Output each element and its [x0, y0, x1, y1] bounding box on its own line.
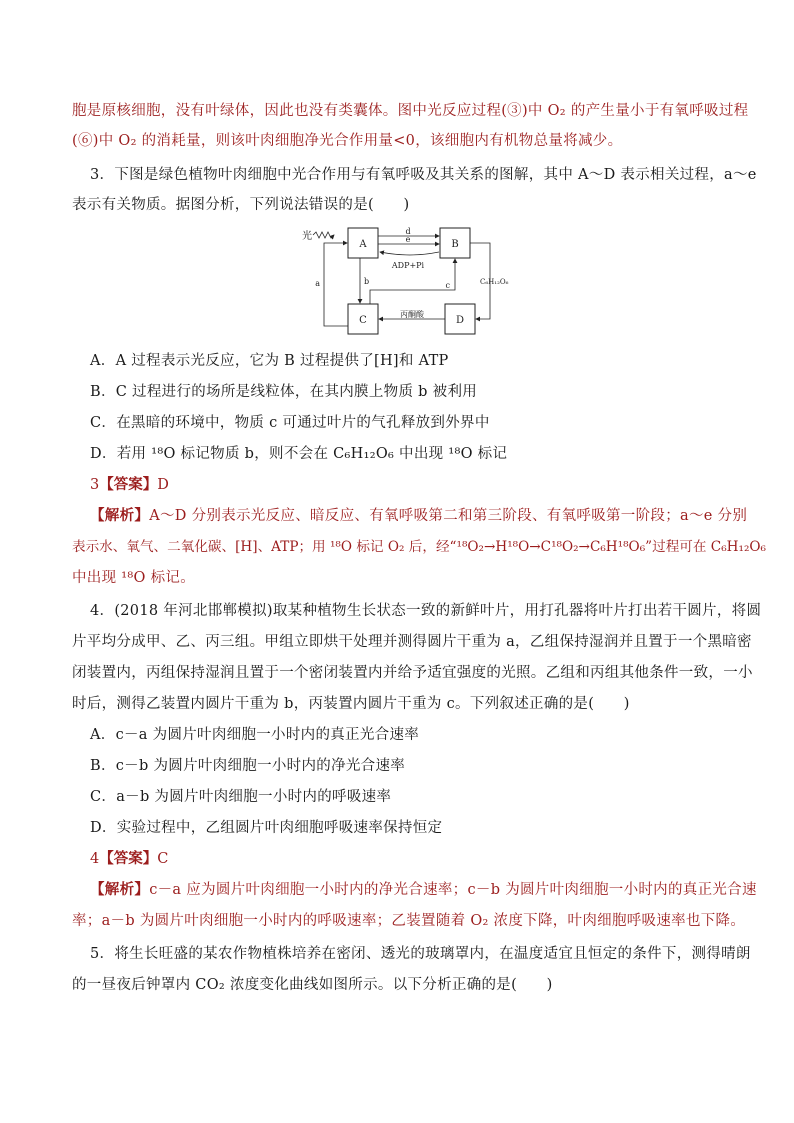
q3-stem-line-2: 表示有关物质。据图分析，下列说法错误的是( ) [72, 197, 410, 213]
q4-answer-tag: 【答案】 [99, 850, 158, 867]
q4-option-c: C．a－b 为圆片叶肉细胞一小时内的呼吸速率 [90, 789, 392, 805]
q4-analysis-line-2: 率；a－b 为圆片叶肉细胞一小时内的呼吸速率；乙装置随着 O₂ 浓度下降，叶肉细胞呼吸速率也下降。 [72, 913, 746, 929]
q3-option-c: C．在黑暗的环境中，物质 c 可通过叶片的气孔释放到外界中 [90, 415, 490, 431]
diagram-label-a: a [315, 279, 320, 288]
q4-answer [90, 848, 168, 870]
diagram-box-b-label: B [451, 239, 459, 250]
diagram-label-b: b [364, 277, 370, 286]
diagram-label-adp: ADP+Pi [391, 261, 425, 270]
diagram-arrow-adp [380, 252, 439, 255]
q4-answer-num: 4 [90, 851, 100, 867]
q5-stem-line-1: 5．将生长旺盛的某农作物植株培养在密闭、透光的玻璃罩内，在温度适宜且恒定的条件下，测得晴朗 [90, 946, 751, 962]
diagram-label-e: e [405, 235, 411, 244]
q4-option-d: D．实验过程中，乙组圆片叶肉细胞呼吸速率保持恒定 [90, 820, 443, 836]
q3-analysis-tag: 【解析】 [90, 507, 150, 524]
q3-analysis-text-1: A～D 分别表示光反应、暗反应、有氧呼吸第二和第三阶段、有氧呼吸第一阶段；a～e 分别 [149, 508, 748, 524]
q3-answer [90, 474, 169, 496]
q3-diagram [300, 226, 510, 338]
diagram-light-zigzag [313, 232, 334, 238]
q3-option-b: B．C 过程进行的场所是线粒体，在其内膜上物质 b 被利用 [90, 384, 478, 400]
diagram-arrow-a [324, 243, 348, 326]
q5-stem-line-2: 的一昼夜后钟罩内 CO₂ 浓度变化曲线如图所示。以下分析正确的是( ) [72, 977, 553, 993]
q4-stem-line-4: 时后，测得乙装置内圆片干重为 b，丙装置内圆片干重为 c。下列叙述正确的是( ) [72, 696, 630, 712]
q4-stem-line-2: 片平均分成甲、乙、丙三组。甲组立即烘干处理并测得圆片干重为 a，乙组保持湿润并且置于一个黑暗密 [72, 634, 752, 650]
diagram-label-pyruvate: 丙酮酸 [400, 310, 424, 319]
q3-analysis-line-2: 表示水、氧气、二氧化碳、[H]、ATP；用 ¹⁸O 标记 O₂ 后，经“¹⁸O₂→H¹⁸O→C¹⁸O₂→C₆H¹⁸O₆”过程可在 C₆H₁₂O₆ [72, 539, 766, 555]
q4-answer-value: C [157, 851, 169, 867]
diagram-box-a-label: A [359, 239, 367, 250]
q3-answer-value: D [157, 477, 169, 493]
q3-option-a: A．A 过程表示光反应，它为 B 过程提供了[H]和 ATP [90, 353, 449, 369]
q3-answer-num: 3 [90, 477, 100, 493]
q4-analysis-tag: 【解析】 [90, 881, 150, 898]
q3-analysis-line-1 [90, 505, 748, 527]
q4-analysis-line-1 [90, 879, 757, 901]
q3-stem-line-1: 3．下图是绿色植物叶肉细胞中光合作用与有氧呼吸及其关系的图解，其中 A～D 表示相关过程，a～e [90, 167, 757, 183]
q4-option-a: A．c－a 为圆片叶肉细胞一小时内的真正光合速率 [90, 727, 420, 743]
q4-stem-line-3: 闭装置内，丙组保持湿润且置于一个密闭装置内并给予适宜强度的光照。乙组和丙组其他条件一致，一小 [72, 665, 753, 681]
q4-stem-line-1: 4．(2018 年河北邯郸模拟)取某种植物生长状态一致的新鲜叶片，用打孔器将叶片打出若干圆片，将圆 [90, 603, 762, 619]
q4-analysis-text-1: c－a 应为圆片叶肉细胞一小时内的净光合速率；c－b 为圆片叶肉细胞一小时内的真正光合速 [149, 882, 757, 898]
diagram-box-d-label: D [455, 315, 465, 326]
q3-analysis-line-3: 中出现 ¹⁸O 标记。 [72, 570, 196, 586]
q4-option-b: B．c－b 为圆片叶肉细胞一小时内的净光合速率 [90, 758, 406, 774]
diagram-label-c: c [445, 281, 450, 290]
q3-answer-tag: 【答案】 [99, 476, 158, 493]
q3-option-d: D．若用 ¹⁸O 标记物质 b，则不会在 C₆H₁₂O₆ 中出现 ¹⁸O 标记 [90, 446, 508, 462]
intro-line-2: (⑥)中 O₂ 的消耗量，则该叶肉细胞净光合作用量<0，该细胞内有机物总量将减少。 [72, 133, 623, 149]
diagram-label-glucose: C₆H₁₂O₆ [480, 278, 509, 286]
diagram-label-d: d [405, 227, 411, 236]
diagram-light-label: 光 [302, 231, 312, 242]
diagram-box-c-label: C [359, 315, 367, 326]
intro-line-1: 胞是原核细胞，没有叶绿体，因此也没有类囊体。图中光反应过程(③)中 O₂ 的产生量小于有氧呼吸过程 [72, 103, 749, 119]
